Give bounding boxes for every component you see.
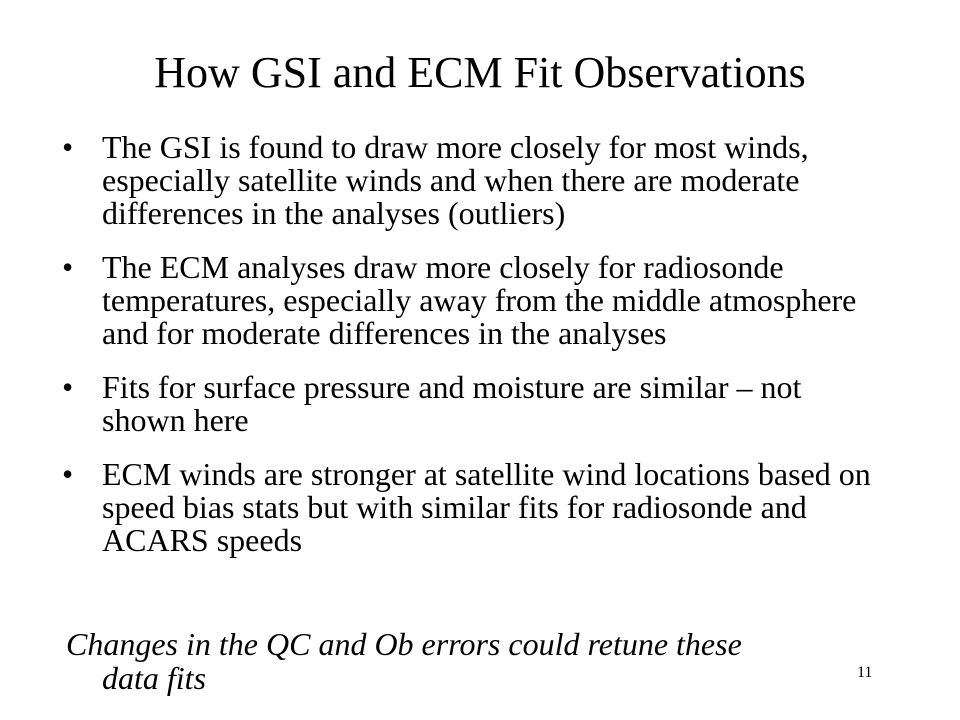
footer-note-line-2: data fits	[102, 660, 207, 696]
page-number: 11	[857, 664, 873, 681]
bullet-dot: •	[62, 456, 74, 492]
bullet-text: Fits for surface pressure and moisture are similar – not shown here	[102, 369, 802, 438]
bullet-list	[62, 131, 882, 578]
footer-note-line-1: Changes in the QC and Ob errors could retune these	[66, 626, 742, 662]
bullet-dot: •	[62, 249, 74, 285]
bullet-item-ecm-temperatures	[62, 251, 882, 350]
bullet-item-gsi-winds	[62, 131, 882, 230]
footer-note	[66, 627, 866, 695]
bullet-dot: •	[62, 129, 74, 165]
bullet-text: ECM winds are stronger at satellite wind locations based on speed bias stats but with similar fits for radiosonde and ACARS speeds	[102, 456, 871, 558]
bullet-dot: •	[62, 369, 74, 405]
bullet-item-ecm-winds	[62, 458, 882, 557]
bullet-item-surface-pressure	[62, 371, 882, 437]
bullet-text: The ECM analyses draw more closely for radiosonde temperatures, especially away from the middle atmosphere and for moderate differences in the analyses	[102, 249, 857, 351]
slide-title: How GSI and ECM Fit Observations	[154, 48, 806, 97]
bullet-text: The GSI is found to draw more closely for most winds, especially satellite winds and when there are moderate differences in the analyses (outliers)	[102, 129, 809, 231]
